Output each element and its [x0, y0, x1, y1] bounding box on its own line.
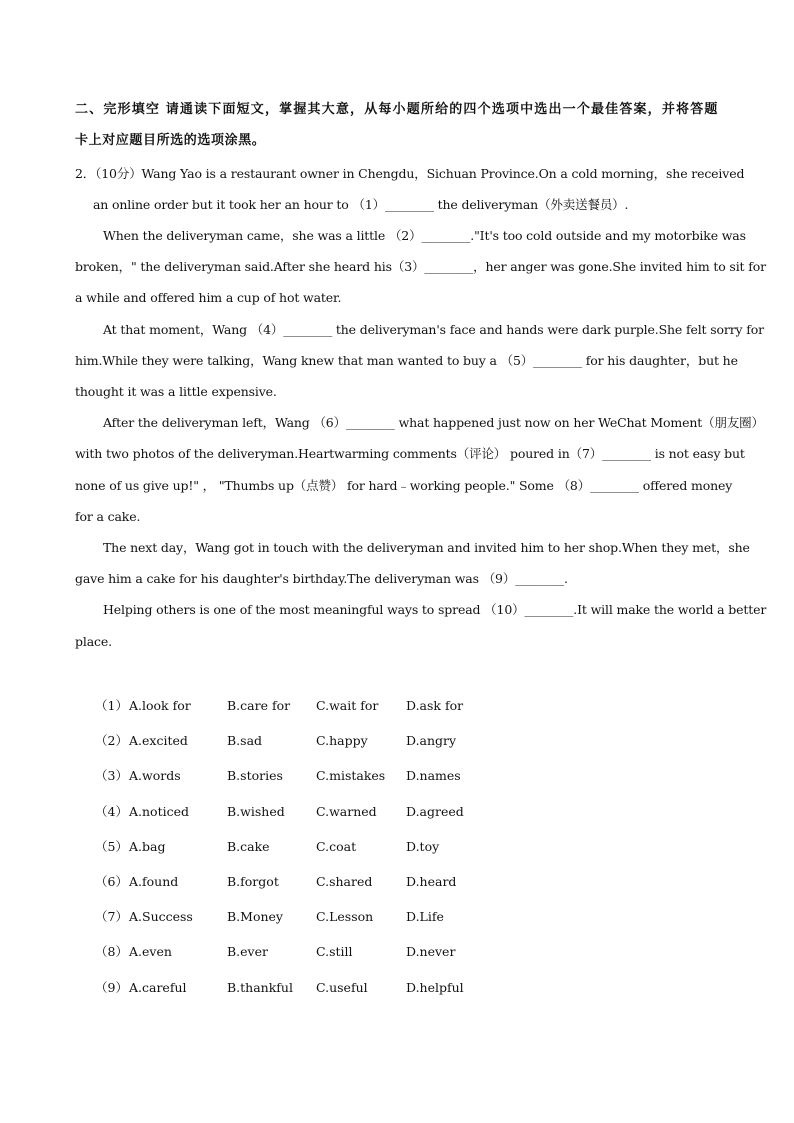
passage-line: with two photos of the deliveryman.Heartwarming comments（评论） poured in（7）________ is not easy but — [75, 446, 745, 461]
passage-line: After the deliveryman left，Wang （6）________ what happened just now on her WeChat Moment（朋友圈） — [103, 415, 764, 430]
option-c[interactable]: C.still — [316, 944, 353, 959]
option-d[interactable]: D.angry — [406, 733, 457, 748]
section-heading: 二、完形填空 请通读下面短文，掌握其大意，从每小题所给的四个选项中选出一个最佳答案，并将答题 — [75, 102, 718, 117]
section-heading-cont: 卡上对应题目所选的选项涂黑。 — [75, 133, 266, 148]
passage-line: thought it was a little expensive. — [75, 384, 277, 399]
passage-line: for a cake. — [75, 509, 141, 524]
option-d[interactable]: D.ask for — [406, 698, 464, 713]
option-b[interactable]: B.forgot — [227, 874, 279, 889]
option-b[interactable]: B.stories — [227, 768, 283, 783]
question-number: （2） — [95, 733, 128, 748]
question-number: （3） — [95, 768, 128, 783]
question-number: （1） — [95, 698, 128, 713]
option-a[interactable]: A.excited — [129, 733, 188, 748]
passage-line: When the deliveryman came，she was a little （2）________."It's too cold outside and my motorbike was — [103, 228, 746, 243]
option-b[interactable]: B.ever — [227, 944, 268, 959]
option-b[interactable]: B.wished — [227, 804, 285, 819]
option-a[interactable]: A.even — [129, 944, 172, 959]
question-number: （9） — [95, 980, 128, 995]
question-number: （8） — [95, 944, 128, 959]
option-d[interactable]: D.helpful — [406, 980, 464, 995]
option-b[interactable]: B.Money — [227, 909, 283, 924]
option-c[interactable]: C.Lesson — [316, 909, 374, 924]
option-c[interactable]: C.coat — [316, 839, 357, 854]
option-d[interactable]: D.toy — [406, 839, 440, 854]
passage-line: The next day，Wang got in touch with the deliveryman and invited him to her shop.When they met，she — [103, 540, 750, 555]
option-a[interactable]: A.look for — [129, 698, 191, 713]
option-d[interactable]: D.agreed — [406, 804, 464, 819]
option-a[interactable]: A.careful — [129, 980, 187, 995]
passage-line: Helping others is one of the most meaningful ways to spread （10）________.It will make the world a better — [103, 602, 767, 617]
option-a[interactable]: A.Success — [129, 909, 193, 924]
passage-line: place. — [75, 634, 112, 649]
question-number: （5） — [95, 839, 128, 854]
option-a[interactable]: A.words — [129, 768, 181, 783]
question-number: （7） — [95, 909, 128, 924]
option-c[interactable]: C.shared — [316, 874, 373, 889]
passage-line: a while and offered him a cup of hot water. — [75, 290, 342, 305]
option-d[interactable]: D.never — [406, 944, 456, 959]
option-c[interactable]: C.wait for — [316, 698, 379, 713]
option-c[interactable]: C.mistakes — [316, 768, 386, 783]
question-number: （4） — [95, 804, 128, 819]
option-b[interactable]: B.cake — [227, 839, 270, 854]
option-b[interactable]: B.thankful — [227, 980, 293, 995]
option-c[interactable]: C.warned — [316, 804, 377, 819]
option-d[interactable]: D.Life — [406, 909, 444, 924]
passage-line: At that moment，Wang （4）________ the deliveryman's face and hands were dark purple.She felt sorry for — [103, 322, 764, 337]
option-a[interactable]: A.noticed — [129, 804, 189, 819]
passage-line: 2．（10分）Wang Yao is a restaurant owner in Chengdu，Sichuan Province.On a cold morning，she received — [75, 166, 745, 181]
option-d[interactable]: D.names — [406, 768, 461, 783]
option-c[interactable]: C.happy — [316, 733, 368, 748]
passage-line: him.While they were talking，Wang knew that man wanted to buy a （5）________ for his daughter，but he — [75, 353, 738, 368]
option-a[interactable]: A.found — [129, 874, 179, 889]
passage-line: an online order but it took her an hour to （1）________ the deliveryman（外卖送餐员）. — [93, 197, 629, 212]
question-number: （6） — [95, 874, 128, 889]
passage-line: broken，" the deliveryman said.After she heard his（3）________，her anger was gone.She invited him to sit for — [75, 259, 766, 274]
option-b[interactable]: B.sad — [227, 733, 263, 748]
option-c[interactable]: C.useful — [316, 980, 368, 995]
option-a[interactable]: A.bag — [129, 839, 166, 854]
option-b[interactable]: B.care for — [227, 698, 291, 713]
option-d[interactable]: D.heard — [406, 874, 457, 889]
passage-line: none of us give up!" ， "Thumbs up（点赞） for hard﹣working people." Some （8）________ offered money — [75, 478, 733, 493]
passage-line: gave him a cake for his daughter's birthday.The deliveryman was （9）________. — [75, 571, 568, 586]
